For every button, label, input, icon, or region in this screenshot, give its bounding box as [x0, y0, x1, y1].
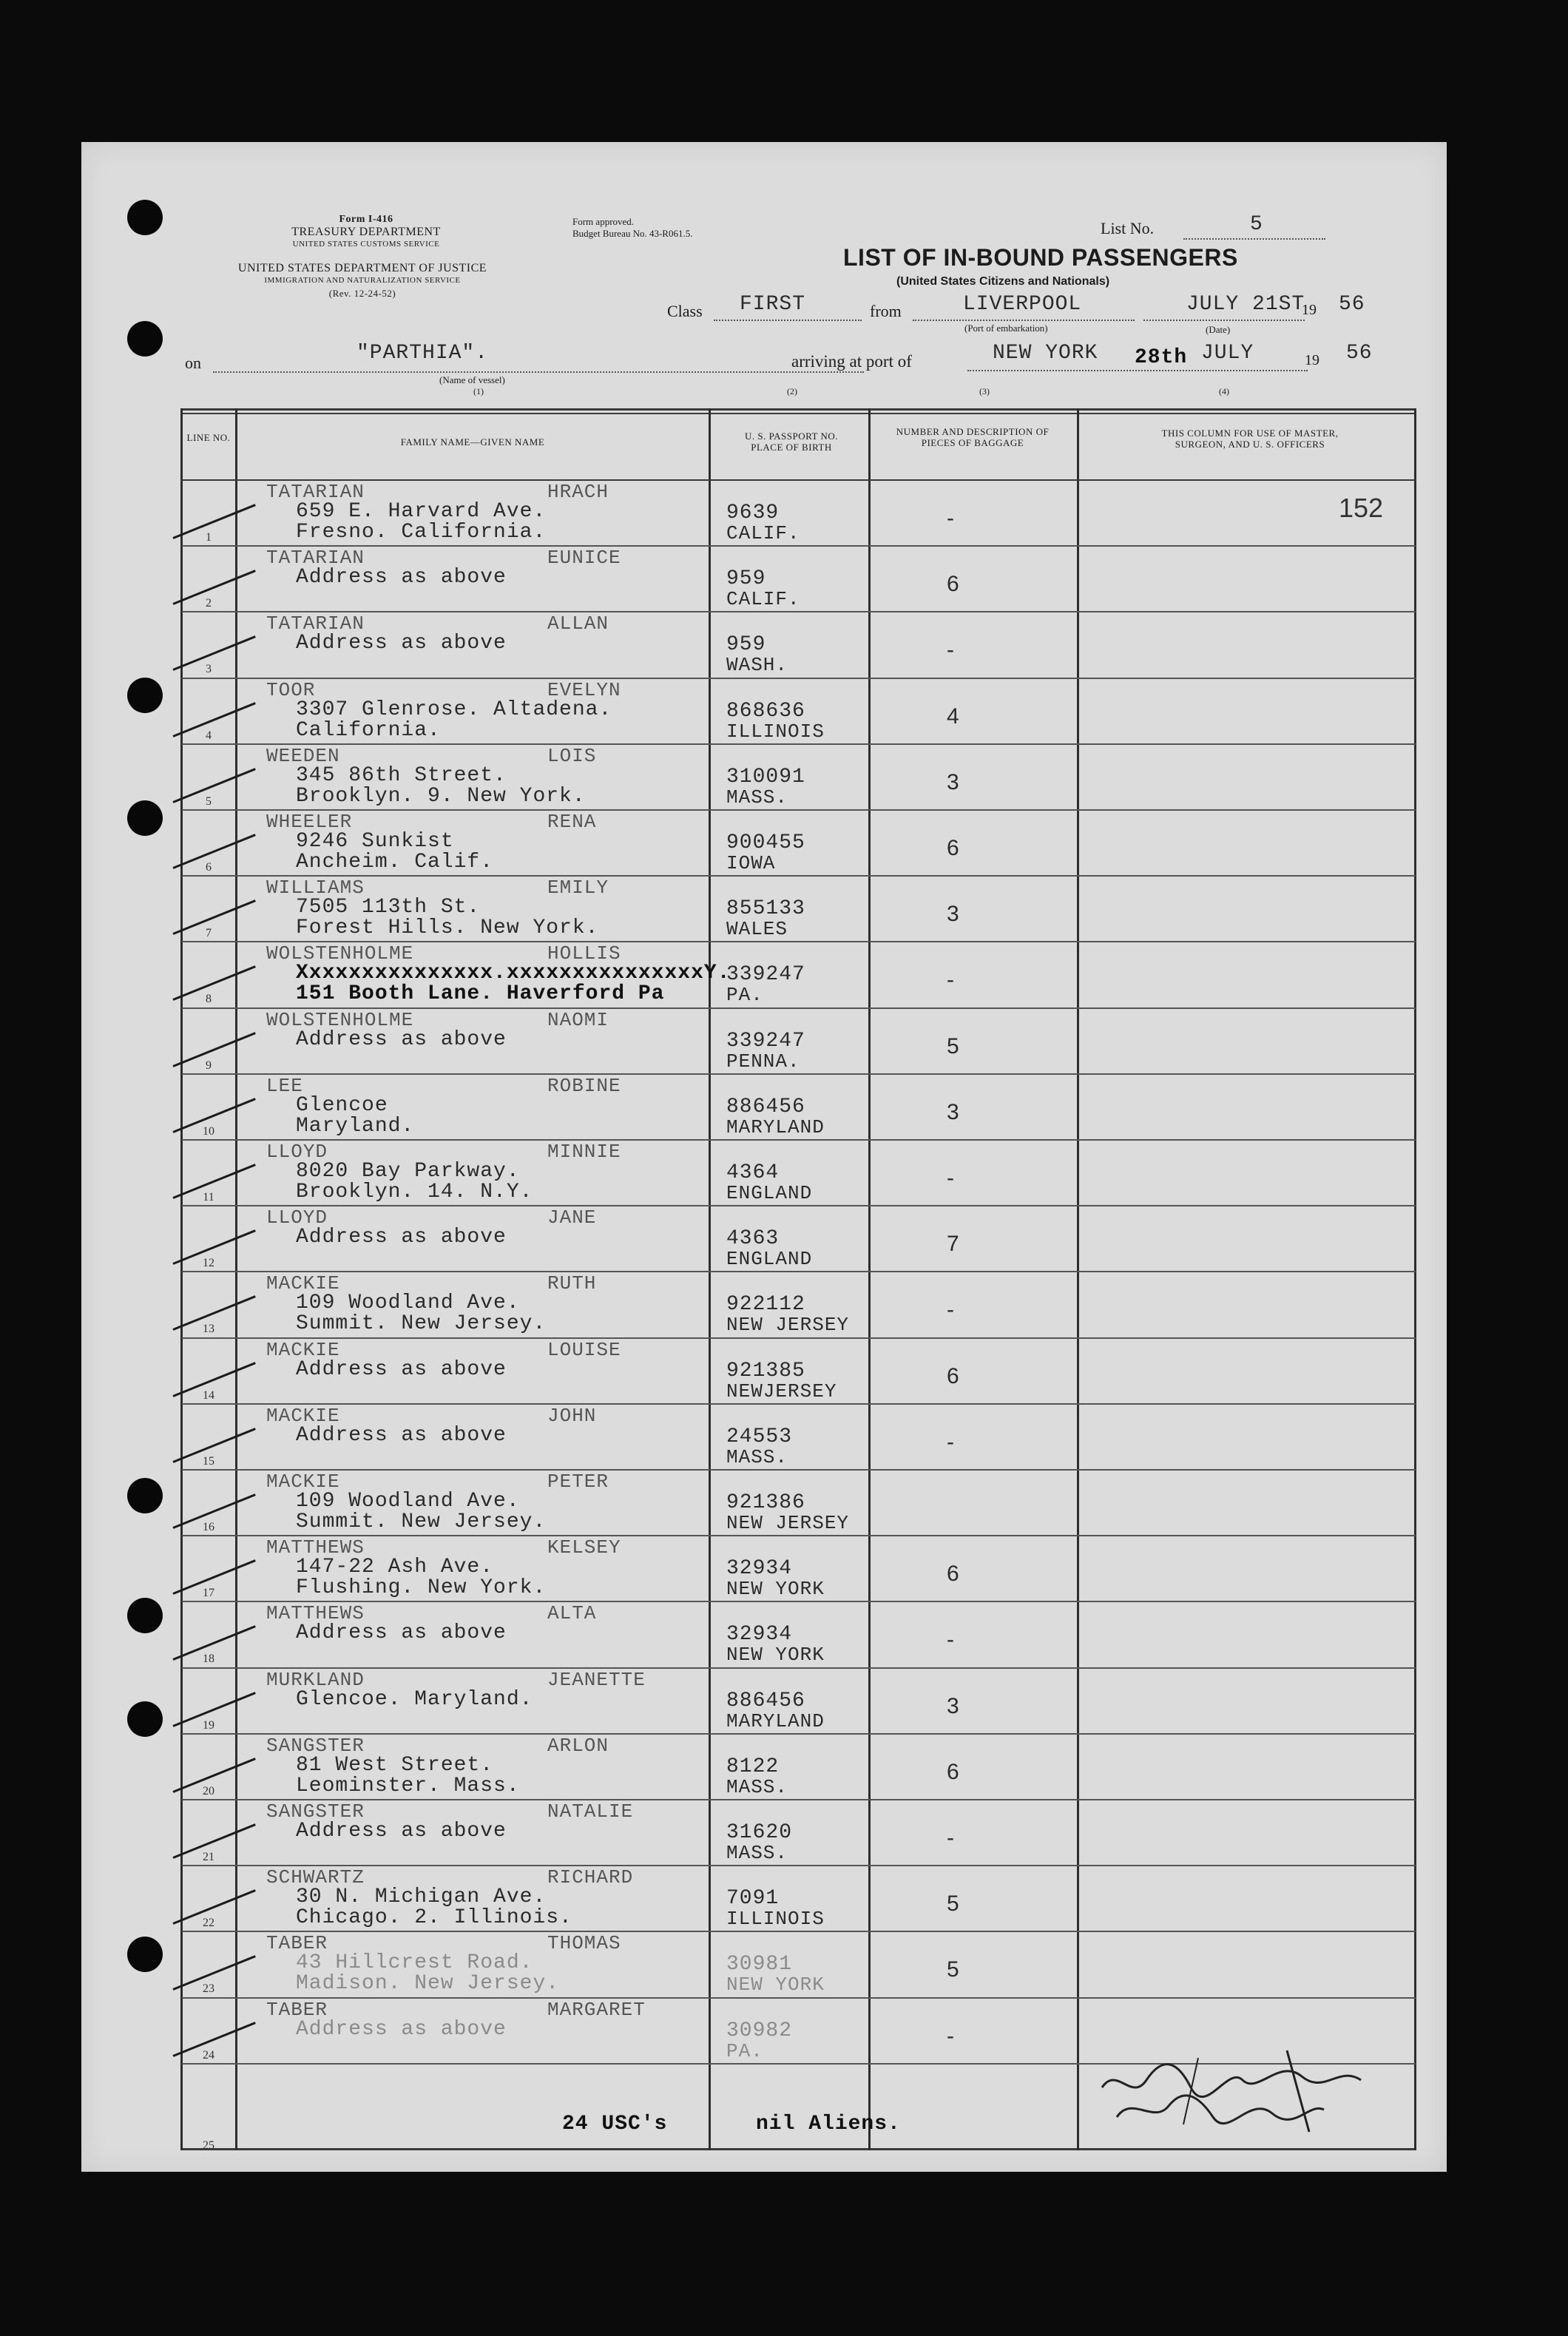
baggage-count: 6: [947, 1759, 960, 1784]
place-of-birth: ILLINOIS: [726, 720, 825, 743]
family-name: MATTHEWS: [266, 1536, 365, 1559]
given-name: LOIS: [547, 744, 597, 767]
approval-line1: Form approved.: [572, 216, 635, 227]
line-number: 2: [206, 597, 212, 610]
col-header-official: THIS COLUMN FOR USE OF MASTER, SURGEON, AND U. S. OFFICERS: [1161, 428, 1339, 450]
address-line2: Brooklyn. 9. New York.: [296, 784, 586, 808]
row-divider: [182, 1469, 1416, 1471]
arrival-day: 28th: [1135, 346, 1188, 369]
row-divider: [182, 1073, 1416, 1075]
line-number: 5: [206, 794, 212, 808]
approval-line2: Budget Bureau No. 43-R061.5.: [572, 228, 693, 239]
family-name: MACKIE: [266, 1272, 340, 1295]
address-line1: Address as above: [296, 1226, 507, 1249]
embarkation-caption: (Port of embarkation): [964, 323, 1048, 334]
address-line1: 109 Woodland Ave.: [296, 1292, 520, 1315]
baggage-count: -: [947, 1429, 955, 1454]
arrival-year: 56: [1346, 342, 1373, 365]
on-label: on: [185, 354, 201, 372]
given-name: JANE: [547, 1206, 597, 1229]
given-name: RENA: [547, 811, 597, 833]
col-header-name: FAMILY NAME—GIVEN NAME: [400, 436, 545, 448]
page-stamp: 152: [1339, 493, 1384, 523]
given-name: ALLAN: [547, 612, 609, 635]
baggage-count: 5: [947, 1957, 960, 1982]
baggage-count: -: [947, 1166, 955, 1190]
officer-signature: [1087, 2036, 1413, 2147]
line-number: 24: [203, 2048, 214, 2062]
address-line2: Summit. New Jersey.: [296, 1510, 547, 1533]
row-divider: [182, 743, 1416, 745]
line-number: 4: [206, 729, 212, 742]
given-name: RICHARD: [547, 1866, 634, 1889]
given-name: NATALIE: [547, 1800, 634, 1823]
place-of-birth: IOWA: [726, 852, 776, 874]
justice-dept: UNITED STATES DEPARTMENT OF JUSTICE: [237, 262, 487, 274]
row-divider: [182, 875, 1416, 877]
class-label: Class: [667, 302, 703, 320]
given-name: JEANETTE: [547, 1668, 646, 1691]
baggage-count: 4: [947, 703, 960, 729]
given-name: LOUISE: [547, 1338, 621, 1361]
passport-number: 32934: [726, 1623, 793, 1647]
row-divider: [182, 1799, 1416, 1800]
address-line2: Brooklyn. 14. N.Y.: [296, 1181, 533, 1204]
baggage-count: -: [947, 638, 955, 663]
col1-number: (1): [473, 386, 484, 396]
address-line1: 147-22 Ash Ave.: [296, 1556, 494, 1579]
place-of-birth: MARYLAND: [726, 1115, 825, 1138]
customs-service: UNITED STATES CUSTOMS SERVICE: [292, 240, 440, 249]
family-name: SCHWARTZ: [266, 1866, 365, 1889]
line-number: 16: [203, 1521, 214, 1533]
row-divider: [182, 1205, 1416, 1206]
address-line2: Forest Hills. New York.: [296, 916, 599, 940]
punch-hole: [127, 321, 163, 357]
list-no-value: 5: [1250, 213, 1263, 236]
baggage-count: -: [947, 1297, 955, 1323]
row-divider: [182, 545, 1416, 547]
punch-hole: [127, 1937, 163, 1972]
line-number: 14: [203, 1388, 214, 1402]
line-number: 3: [206, 663, 212, 676]
line-number: 1: [206, 531, 212, 544]
row-divider: [182, 1271, 1416, 1272]
passport-number: 922112: [726, 1293, 805, 1317]
line-number: 23: [203, 1982, 214, 1996]
family-name: MACKIE: [266, 1404, 340, 1427]
family-name: MACKIE: [266, 1338, 340, 1361]
line-number: 19: [203, 1718, 214, 1732]
place-of-birth: NEW YORK: [726, 1974, 825, 1996]
baggage-count: 3: [947, 902, 960, 927]
baggage-count: 6: [947, 1363, 960, 1388]
passport-number: 24553: [726, 1425, 793, 1448]
row-divider: [182, 678, 1416, 679]
date-year-prefix: 19: [1302, 302, 1317, 318]
passport-number: 900455: [726, 831, 805, 854]
from-value: LIVERPOOL: [963, 293, 1082, 316]
arrival-year-prefix: 19: [1305, 352, 1319, 368]
col-header-baggage: NUMBER AND DESCRIPTION OF PIECES OF BAGGAGE: [896, 426, 1050, 448]
line-number: 25: [203, 2139, 214, 2152]
address-line1: 109 Woodland Ave.: [296, 1490, 520, 1513]
revision-date: (Rev. 12-24-52): [328, 288, 396, 299]
place-of-birth: WALES: [726, 918, 788, 941]
baggage-count: -: [947, 968, 955, 993]
baggage-count: -: [947, 1826, 955, 1850]
passport-number: 959: [726, 567, 766, 591]
form-page: [81, 142, 1447, 2172]
address-line2: Maryland.: [296, 1114, 415, 1138]
address-line1: 3307 Glenrose. Altadena.: [296, 698, 612, 721]
line-number: 18: [203, 1653, 214, 1666]
address-line1: Glencoe: [296, 1093, 388, 1117]
row-divider: [182, 1337, 1416, 1339]
row-divider: [182, 1733, 1416, 1735]
passport-number: 886456: [726, 1689, 805, 1712]
ins-service: IMMIGRATION AND NATURALIZATION SERVICE: [264, 276, 461, 285]
baggage-count: 6: [947, 1562, 960, 1587]
given-name: KELSEY: [547, 1536, 621, 1559]
family-name: TATARIAN: [266, 481, 365, 503]
family-name: LEE: [266, 1074, 303, 1097]
address-line1: Address as above: [296, 1357, 507, 1381]
address-line1: 81 West Street.: [296, 1753, 494, 1777]
line-number: 15: [203, 1454, 214, 1468]
family-name: TATARIAN: [266, 547, 365, 570]
address-line2: Ancheim. Calif.: [296, 851, 494, 874]
place-of-birth: NEW YORK: [726, 1578, 825, 1601]
line-number: 11: [203, 1191, 214, 1204]
given-name: HRACH: [547, 481, 609, 503]
address-line1: Address as above: [296, 1820, 507, 1843]
baggage-count: 3: [947, 1099, 960, 1124]
given-name: THOMAS: [547, 1932, 621, 1955]
passport-number: 959: [726, 633, 766, 657]
passport-number: 921385: [726, 1359, 805, 1383]
justice-block: [185, 262, 540, 300]
place-of-birth: NEW YORK: [726, 1644, 825, 1667]
address-line2: Leominster. Mass.: [296, 1774, 520, 1797]
place-of-birth: MASS.: [726, 1842, 788, 1864]
family-name: WEEDEN: [266, 744, 340, 767]
given-name: ALTA: [547, 1602, 597, 1625]
baggage-count: 3: [947, 1693, 960, 1718]
line-number: 9: [206, 1059, 212, 1072]
row-divider: [182, 1931, 1416, 1932]
address-line1: Address as above: [296, 1621, 507, 1645]
baggage-count: -: [947, 2023, 955, 2048]
address-line1: 43 Hillcrest Road.: [296, 1951, 533, 1975]
address-line2: Fresno. California.: [296, 521, 547, 544]
list-no-label: List No.: [1101, 219, 1155, 237]
punch-hole: [127, 1598, 163, 1633]
passport-number: 855133: [726, 897, 805, 921]
family-name: TABER: [266, 1998, 328, 2021]
place-of-birth: CALIF.: [726, 522, 800, 544]
col-header-passport: U. S. PASSPORT NO. PLACE OF BIRTH: [745, 431, 838, 453]
line-number: 17: [203, 1587, 214, 1600]
place-of-birth: ENGLAND: [726, 1248, 813, 1271]
department-block: [266, 213, 466, 251]
given-name: ROBINE: [547, 1074, 621, 1097]
from-label: from: [870, 302, 902, 320]
place-of-birth: MASS.: [726, 786, 788, 809]
passport-number: 30981: [726, 1953, 793, 1977]
passport-number: 886456: [726, 1095, 805, 1118]
approval-note: [572, 216, 692, 240]
place-of-birth: PA.: [726, 2039, 763, 2062]
col2-number: (2): [787, 386, 797, 396]
baggage-count: 7: [947, 1232, 960, 1257]
date-value: JULY 21ST: [1186, 293, 1305, 316]
row-divider: [182, 1139, 1416, 1141]
place-of-birth: MASS.: [726, 1445, 788, 1468]
address-line2: 151 Booth Lane. Haverford Pa: [296, 982, 665, 1006]
date-year: 56: [1339, 293, 1365, 316]
punch-hole: [127, 1478, 163, 1513]
place-of-birth: NEW JERSEY: [726, 1314, 850, 1337]
passport-number: 868636: [726, 699, 805, 723]
family-name: MURKLAND: [266, 1668, 365, 1691]
place-of-birth: PENNA.: [726, 1050, 800, 1073]
given-name: MINNIE: [547, 1141, 621, 1163]
form-title: LIST OF IN-BOUND PASSENGERS: [843, 244, 1238, 271]
row-divider: [182, 809, 1416, 811]
passport-number: 921386: [726, 1491, 805, 1514]
line-number: 22: [203, 1917, 214, 1930]
line-number: 21: [203, 1851, 214, 1863]
given-name: EMILY: [547, 877, 609, 899]
baggage-count: 6: [947, 836, 960, 860]
address-line1: 659 E. Harvard Ave.: [296, 500, 547, 523]
date-caption: (Date): [1206, 324, 1231, 335]
address-line2: Flushing. New York.: [296, 1576, 547, 1600]
family-name: WOLSTENHOLME: [266, 1008, 414, 1031]
class-value: FIRST: [740, 293, 806, 316]
family-name: WOLSTENHOLME: [266, 942, 414, 965]
family-name: TOOR: [266, 678, 316, 701]
given-name: HOLLIS: [547, 942, 621, 965]
line-number: 7: [206, 927, 212, 940]
total-aliens: nil Aliens.: [756, 2113, 901, 2136]
given-name: PETER: [547, 1471, 609, 1493]
place-of-birth: ENGLAND: [726, 1182, 813, 1204]
place-of-birth: MASS.: [726, 1775, 788, 1798]
family-name: TABER: [266, 1932, 328, 1955]
place-of-birth: MARYLAND: [726, 1709, 825, 1732]
given-name: JOHN: [547, 1404, 597, 1427]
address-line1: 9246 Sunkist: [296, 830, 454, 853]
treasury-dept: TREASURY DEPARTMENT: [291, 226, 441, 238]
address-line2: Chicago. 2. Illinois.: [296, 1906, 572, 1930]
punch-hole: [127, 1701, 163, 1737]
family-name: MACKIE: [266, 1471, 340, 1493]
address-line1: 7505 113th St.: [296, 896, 481, 919]
line-number: 10: [203, 1124, 214, 1138]
punch-hole: [127, 200, 163, 235]
passport-number: 8122: [726, 1755, 780, 1778]
family-name: MATTHEWS: [266, 1602, 365, 1625]
family-name: WHEELER: [266, 811, 353, 833]
passport-number: 339247: [726, 1029, 805, 1053]
col3-number: (3): [979, 386, 990, 396]
line-number: 8: [206, 993, 212, 1006]
row-divider: [182, 1667, 1416, 1669]
passport-number: 32934: [726, 1557, 793, 1581]
punch-hole: [127, 800, 163, 836]
family-name: WILLIAMS: [266, 877, 365, 899]
place-of-birth: CALIF.: [726, 588, 800, 611]
row-divider: [182, 611, 1416, 612]
given-name: ARLON: [547, 1734, 609, 1757]
family-name: TATARIAN: [266, 612, 365, 635]
family-name: SANGSTER: [266, 1734, 365, 1757]
passport-number: 7091: [726, 1887, 780, 1911]
place-of-birth: WASH.: [726, 654, 788, 677]
passport-number: 4363: [726, 1227, 780, 1251]
row-divider: [182, 1403, 1416, 1405]
passport-number: 310091: [726, 765, 805, 789]
baggage-count: 6: [947, 572, 960, 597]
row-divider: [182, 1535, 1416, 1536]
baggage-count: 5: [947, 1891, 960, 1917]
place-of-birth: PA.: [726, 984, 763, 1007]
address-line1: 345 86th Street.: [296, 763, 507, 787]
passport-number: 9639: [726, 502, 780, 524]
family-name: SANGSTER: [266, 1800, 365, 1823]
passport-number: 31620: [726, 1821, 793, 1844]
address-line1: Xxxxxxxxxxxxxxx.xxxxxxxxxxxxxxxY.: [296, 962, 731, 985]
form-subtitle: (United States Citizens and Nationals): [896, 275, 1110, 288]
address-line1: Address as above: [296, 2017, 507, 2041]
col4-number: (4): [1219, 386, 1229, 396]
row-divider: [182, 1865, 1416, 1866]
passport-number: 339247: [726, 963, 805, 987]
arriving-label: arriving at port of: [791, 352, 912, 371]
given-name: RUTH: [547, 1272, 597, 1295]
punch-hole: [127, 678, 163, 713]
row-divider: [182, 1997, 1416, 1999]
line-number: 12: [203, 1257, 214, 1270]
line-number: 13: [203, 1323, 214, 1336]
baggage-count: 3: [947, 769, 960, 794]
place-of-birth: NEW JERSEY: [726, 1512, 850, 1534]
family-name: LLOYD: [266, 1206, 328, 1229]
baggage-count: -: [947, 506, 955, 530]
baggage-count: 5: [947, 1033, 960, 1059]
address-line1: Address as above: [296, 566, 507, 590]
family-name: LLOYD: [266, 1141, 328, 1163]
address-line1: Address as above: [296, 632, 507, 655]
address-line1: 30 N. Michigan Ave.: [296, 1886, 547, 1909]
given-name: NAOMI: [547, 1008, 609, 1031]
address-line2: Madison. New Jersey.: [296, 1972, 560, 1996]
line-number: 20: [203, 1784, 214, 1797]
passport-number: 30982: [726, 2019, 793, 2042]
address-line1: Address as above: [296, 1423, 507, 1447]
form-number: Form I-416: [339, 214, 393, 225]
address-line1: 8020 Bay Parkway.: [296, 1160, 520, 1183]
address-line2: Summit. New Jersey.: [296, 1312, 547, 1336]
address-line1: Address as above: [296, 1027, 507, 1051]
address-line2: California.: [296, 718, 441, 742]
given-name: EVELYN: [547, 678, 621, 701]
given-name: MARGARET: [547, 1998, 646, 2021]
col-header-line: LINE NO.: [186, 432, 231, 443]
place-of-birth: ILLINOIS: [726, 1908, 825, 1931]
address-line1: Glencoe. Maryland.: [296, 1687, 533, 1711]
baggage-count: -: [947, 1627, 955, 1653]
arrival-month: JULY: [1201, 342, 1254, 365]
vessel-name: "PARTHIA".: [356, 342, 489, 365]
row-divider: [182, 1601, 1416, 1602]
vessel-caption: (Name of vessel): [439, 374, 505, 385]
line-number: 6: [206, 861, 212, 874]
passport-number: 4364: [726, 1161, 780, 1184]
given-name: EUNICE: [547, 547, 621, 570]
arrival-port: NEW YORK: [993, 342, 1098, 365]
place-of-birth: NEWJERSEY: [726, 1380, 837, 1402]
total-usc: 24 USC's: [562, 2113, 668, 2136]
